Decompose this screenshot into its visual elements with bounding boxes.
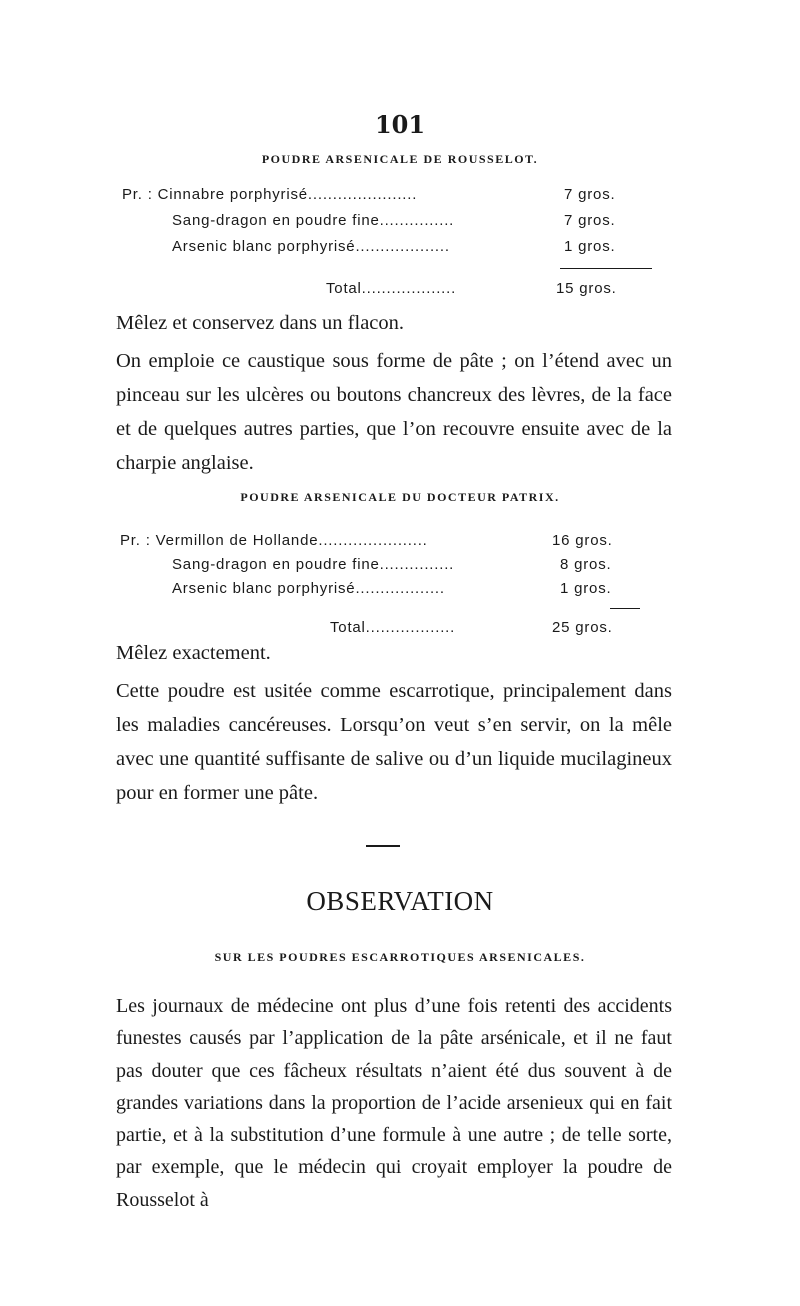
ingredient-quantity: 7 gros. [564, 186, 616, 203]
total-quantity: 25 gros. [552, 619, 613, 636]
ingredient-label: Arsenic blanc porphyrisé.................. [172, 580, 445, 597]
total-label: Total................... [326, 280, 457, 297]
paragraph [116, 674, 672, 810]
recipe-row [172, 212, 642, 236]
recipe-title-rousselot: POUDRE ARSENICALE DE ROUSSELOT. [261, 152, 539, 166]
total-label: Total.................. [330, 619, 456, 636]
paragraph [116, 344, 672, 480]
ingredient-quantity: 7 gros. [564, 212, 616, 229]
recipe-row [122, 186, 642, 210]
paragraph-text: On emploie ce caustique sous forme de pâte ; on l’étend avec un pinceau sur les ulcères ou boutons chancreux des lèvres, de la face et de quelques autres parties, que l’on recouvre ensuite avec de la charpie anglaise. [116, 350, 672, 474]
observation-title: OBSERVATION [306, 886, 494, 916]
ingredient-quantity: 1 gros. [560, 580, 612, 597]
ingredient-label: Pr. : Vermillon de Hollande...................... [120, 532, 428, 549]
paragraph-text: Cette poudre est usitée comme escarrotique, principalement dans les maladies cancéreuses. Lorsqu’on veut s’en servir, on la mêle avec une quantité suffisante de salive ou d’un liquide mucilagineux pour en former une pâte. [116, 680, 672, 804]
recipe-row [120, 532, 640, 556]
recipe-total-row [326, 280, 646, 304]
recipe-row [172, 238, 642, 262]
recipe-instruction: Mêlez exactement. [116, 642, 271, 664]
recipe-instruction: Mêlez et conservez dans un flacon. [116, 312, 405, 334]
paragraph-text: Les journaux de médecine ont plus d’une fois retenti des accidents funestes causés par l’application de la pâte arsénicale, et il ne faut pas douter que ces fâcheux résultats n’aient été dus souvent à de grandes variations dans la proportion de l’acide arsenieux qui en fait partie, et à la substitution d’une formule à une autre ; de telle sorte, par exemple, que le médecin qui croyait employer la poudre de Rousselot à [116, 995, 672, 1211]
ingredient-label: Sang-dragon en poudre fine............... [172, 212, 455, 229]
recipe-total-row [330, 619, 640, 643]
ingredient-label: Pr. : Cinnabre porphyrisé...................... [122, 186, 418, 203]
ingredient-label: Sang-dragon en poudre fine............... [172, 556, 455, 573]
recipe-row [172, 580, 642, 604]
total-rule [560, 268, 652, 269]
ingredient-quantity: 16 gros. [552, 532, 613, 549]
recipe-row [172, 556, 642, 580]
paragraph [116, 990, 672, 1216]
observation-subtitle: SUR LES POUDRES ESCARROTIQUES ARSENICALES. [214, 950, 586, 964]
ingredient-quantity: 8 gros. [560, 556, 612, 573]
recipe-title-patrix: POUDRE ARSENICALE DU DOCTEUR PATRIX. [240, 490, 560, 504]
ingredient-quantity: 1 gros. [564, 238, 616, 255]
section-divider [366, 845, 400, 847]
page-number: 101 [374, 110, 426, 139]
total-rule [610, 608, 640, 609]
ingredient-label: Arsenic blanc porphyrisé................... [172, 238, 450, 255]
total-quantity: 15 gros. [556, 280, 617, 297]
